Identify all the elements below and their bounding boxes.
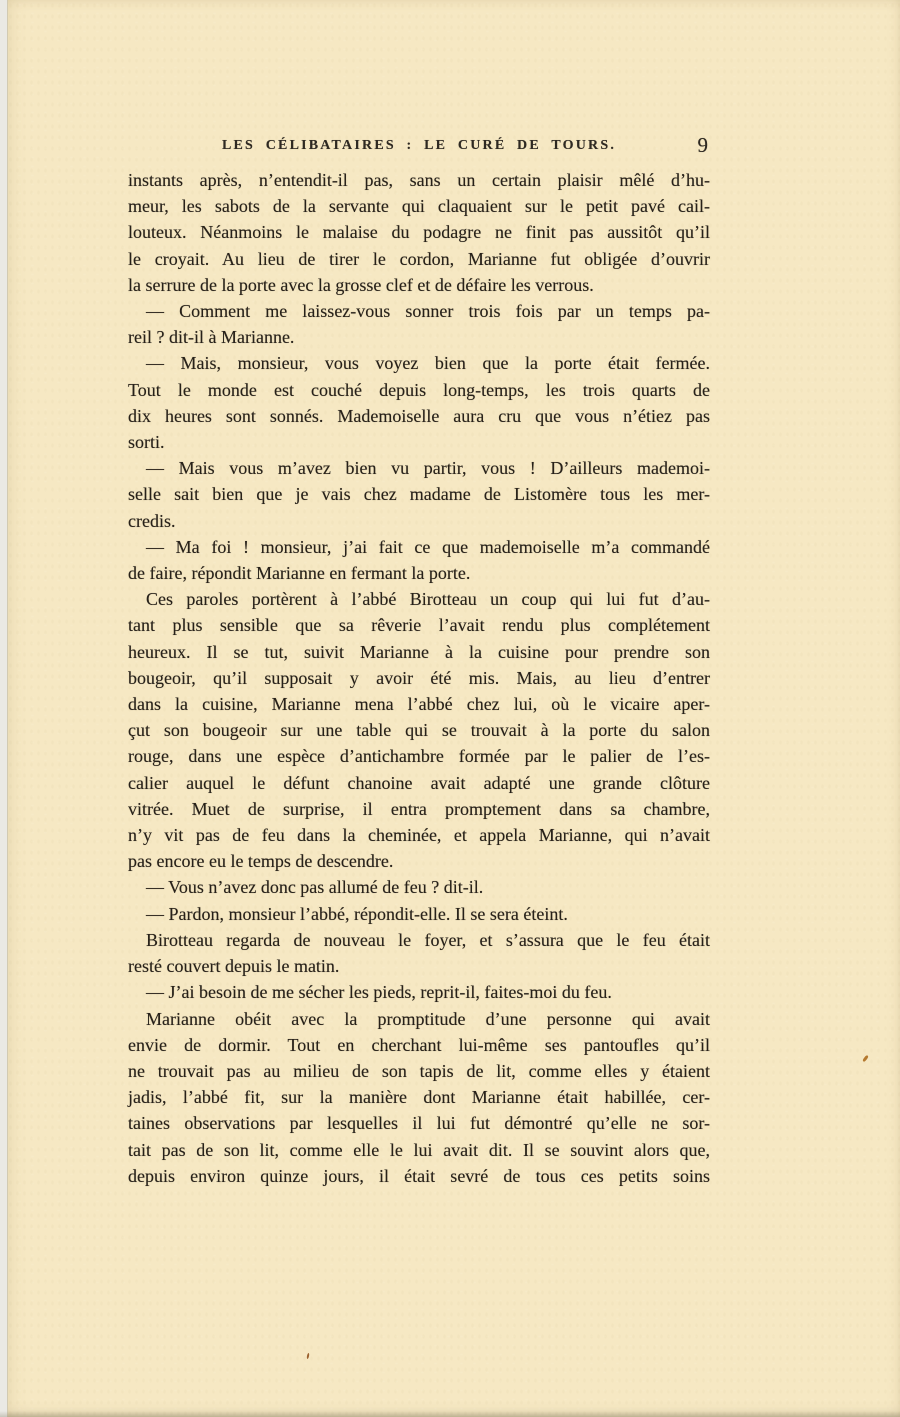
text-line: credis. (128, 510, 176, 531)
text-line: sorti. (128, 432, 165, 453)
text-line: calier auquel le défunt chanoine avait adapté une grande clôture (128, 772, 710, 793)
text-line: tant plus sensible que sa rêverie l’avait rendu plus complétement (128, 615, 710, 636)
text-block (128, 167, 710, 1189)
text-line: resté couvert depuis le matin. (128, 956, 340, 977)
text-line: dans la cuisine, Marianne mena l’abbé chez lui, où le vicaire aper- (128, 694, 710, 715)
page-number: 9 (697, 133, 708, 157)
text-line: louteux. Néanmoins le malaise du podagre ne finit pas aussitôt qu’il (128, 222, 710, 243)
text-line: — Pardon, monsieur l’abbé, répondit-elle. Il se sera éteint. (146, 903, 568, 924)
text-line: Birotteau regarda de nouveau le foyer, et s’assura que le feu était (146, 929, 710, 950)
text-line: instants après, n’entendit-il pas, sans un certain plaisir mêlé d’hu- (128, 170, 710, 190)
text-line: meur, les sabots de la servante qui claquaient sur le petit pavé cail- (128, 196, 710, 217)
text-line: de faire, répondit Marianne en fermant la porte. (128, 563, 471, 584)
ink-speck (306, 1353, 309, 1359)
scan-bottom-edge (0, 1411, 900, 1417)
text-line: — Comment me laissez-vous sonner trois fois par un temps pa- (146, 301, 710, 322)
text-line: — J’ai besoin de me sécher les pieds, reprit-il, faites-moi du feu. (146, 982, 612, 1003)
text-line: taines observations par lesquelles il lui fut démontré qu’elle ne sor- (128, 1113, 710, 1134)
text-line: la serrure de la porte avec la grosse clef et de défaire les verrous. (128, 274, 594, 295)
text-line: pas encore eu le temps de descendre. (128, 851, 394, 872)
running-header (128, 133, 710, 158)
text-line: n’y vit pas de feu dans la cheminée, et appela Marianne, qui n’avait (128, 825, 710, 846)
scan-left-edge (0, 0, 8, 1417)
text-line: vitrée. Muet de surprise, il entra promptement dans sa chambre, (128, 798, 710, 819)
running-header-title: LES CÉLIBATAIRES : LE CURÉ DE TOURS. (221, 138, 617, 153)
text-line: Marianne obéit avec la promptitude d’une personne qui avait (146, 1008, 710, 1029)
text-line: envie de dormir. Tout en cherchant lui-même ses pantoufles qu’il (128, 1034, 710, 1055)
text-line: le croyait. Au lieu de tirer le cordon, Marianne fut obligée d’ouvrir (128, 248, 710, 269)
text-line: jadis, l’abbé fit, sur la manière dont Marianne était habillée, cer- (128, 1087, 710, 1108)
text-line: reil ? dit-il à Marianne. (128, 327, 295, 348)
text-line: — Mais, monsieur, vous voyez bien que la porte était fermée. (146, 353, 710, 374)
text-line: Tout le monde est couché depuis long-temps, les trois quarts de (128, 379, 710, 400)
ink-speck (862, 1055, 869, 1062)
text-line: tait pas de son lit, comme elle le lui avait dit. Il se souvint alors que, (128, 1139, 710, 1160)
text-line: rouge, dans une espèce d’antichambre formée par le palier de l’es- (128, 746, 710, 767)
text-line: selle sait bien que je vais chez madame de Listomère tous les mer- (128, 484, 710, 505)
text-line: çut son bougeoir sur une table qui se trouvait à la porte du salon (128, 720, 710, 741)
text-line: dix heures sont sonnés. Mademoiselle aura cru que vous n’étiez pas (128, 405, 710, 426)
text-line: depuis environ quinze jours, il était sevré de tous ces petits soins (128, 1165, 710, 1186)
text-line: ne trouvait pas au milieu de son tapis de lit, comme elles y étaient (128, 1060, 710, 1081)
text-line: heureux. Il se tut, suivit Marianne à la cuisine pour prendre son (128, 641, 710, 662)
text-line: — Ma foi ! monsieur, j’ai fait ce que mademoiselle m’a commandé (146, 536, 710, 557)
text-line: — Mais vous m’avez bien vu partir, vous ! D’ailleurs mademoi- (146, 458, 710, 479)
text-line: Ces paroles portèrent à l’abbé Birotteau un coup qui lui fut d’au- (146, 589, 710, 610)
text-line: — Vous n’avez donc pas allumé de feu ? dit-il. (146, 877, 484, 898)
text-line: bougeoir, qu’il supposait y avoir été mis. Mais, au lieu d’entrer (128, 667, 710, 688)
